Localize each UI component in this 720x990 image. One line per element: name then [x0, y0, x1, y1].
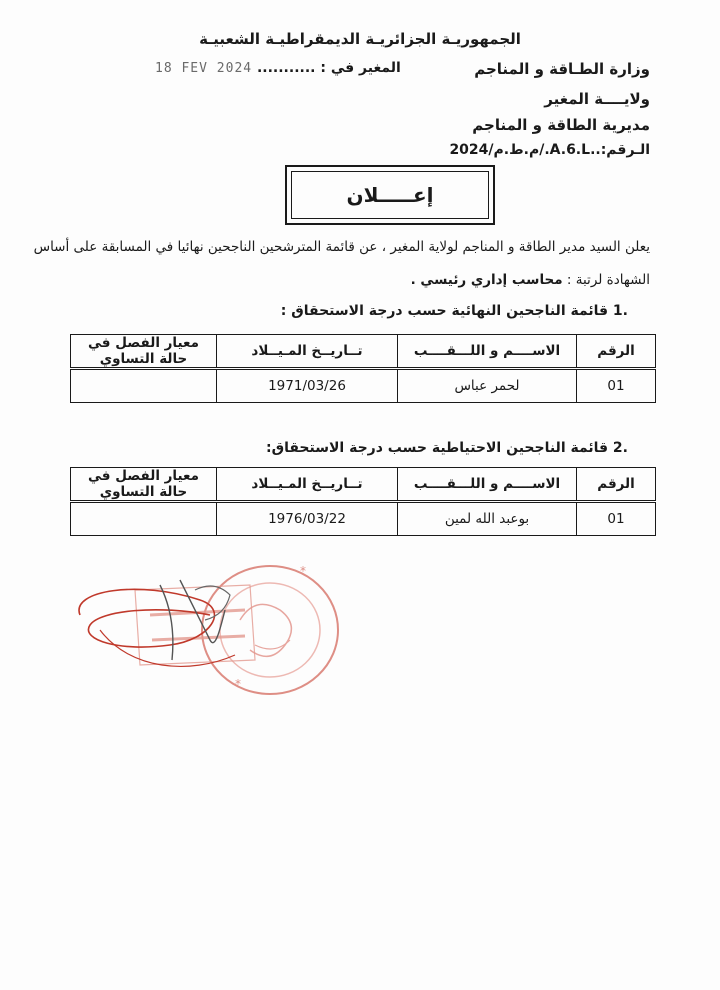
table-row	[71, 502, 656, 536]
col-birth-date: تــاريــخ المـيــلاد	[217, 335, 398, 369]
svg-text:*: *	[235, 677, 241, 691]
place-date-label: المغير في : ...........	[256, 60, 401, 76]
intro-grade-prefix: الشهادة لرتبة :	[566, 272, 650, 288]
announcement-title: إعـــــلان	[291, 171, 489, 219]
col-name: الاســــم و اللـــقــــب	[398, 335, 577, 369]
stamped-date: 18 FEV 2024	[155, 61, 253, 76]
row-name: بوعبد الله لمين	[398, 502, 577, 536]
row-birth-date: 1976/03/22	[217, 502, 398, 536]
directorate-name: مديرية الطاقة و المناجم	[472, 116, 650, 134]
reference-number: الـرقم:..A.6.L./م.ط.م/2024	[449, 142, 650, 158]
ministry-name: وزارة الطـاقة و المناجم	[474, 60, 650, 78]
announcement-title-box	[285, 165, 495, 225]
wilaya-name: ولايــــة المغير	[544, 90, 650, 108]
signature-icon	[79, 580, 235, 666]
place-date	[155, 60, 401, 76]
table-header-row	[71, 468, 656, 502]
row-name: لحمر عباس	[398, 369, 577, 403]
reserve-list-table	[70, 467, 656, 536]
col-number: الرقم	[577, 468, 656, 502]
table-row	[71, 369, 656, 403]
intro-grade: محاسب إداري رئيسي .	[410, 272, 563, 288]
intro-line-1: يعلن السيد مدير الطاقة و المناجم لولاية المغير ، عن قائمة المترشحين الناجحين نهائيا في المسابقة على أساس	[33, 239, 650, 255]
section-2-heading: .2 قائمة الناجحين الاحتياطية حسب درجة الاستحقاق:	[265, 440, 628, 456]
intro-line-2	[411, 272, 650, 288]
republic-heading: الجمهوريـة الجزائريـة الديمقراطيـة الشعبيـة	[199, 30, 521, 48]
col-name: الاســــم و اللـــقــــب	[398, 468, 577, 502]
col-number: الرقم	[577, 335, 656, 369]
row-number: 01	[577, 369, 656, 403]
col-tiebreak: معيار الفصل في حالة التساوي	[71, 468, 217, 502]
table-header-row	[71, 335, 656, 369]
rect-stamp-icon	[135, 585, 255, 665]
svg-text:*: *	[300, 564, 306, 578]
section-1-heading: .1 قائمة الناجحين النهائية حسب درجة الاستحقاق :	[280, 303, 628, 319]
final-list-table	[70, 334, 656, 403]
official-stamp-signature	[60, 560, 340, 700]
row-tiebreak	[71, 369, 217, 403]
col-tiebreak: معيار الفصل في حالة التساوي	[71, 335, 217, 369]
round-seal-icon	[202, 564, 338, 694]
row-tiebreak	[71, 502, 217, 536]
row-number: 01	[577, 502, 656, 536]
row-birth-date: 1971/03/26	[217, 369, 398, 403]
col-birth-date: تــاريــخ المـيــلاد	[217, 468, 398, 502]
